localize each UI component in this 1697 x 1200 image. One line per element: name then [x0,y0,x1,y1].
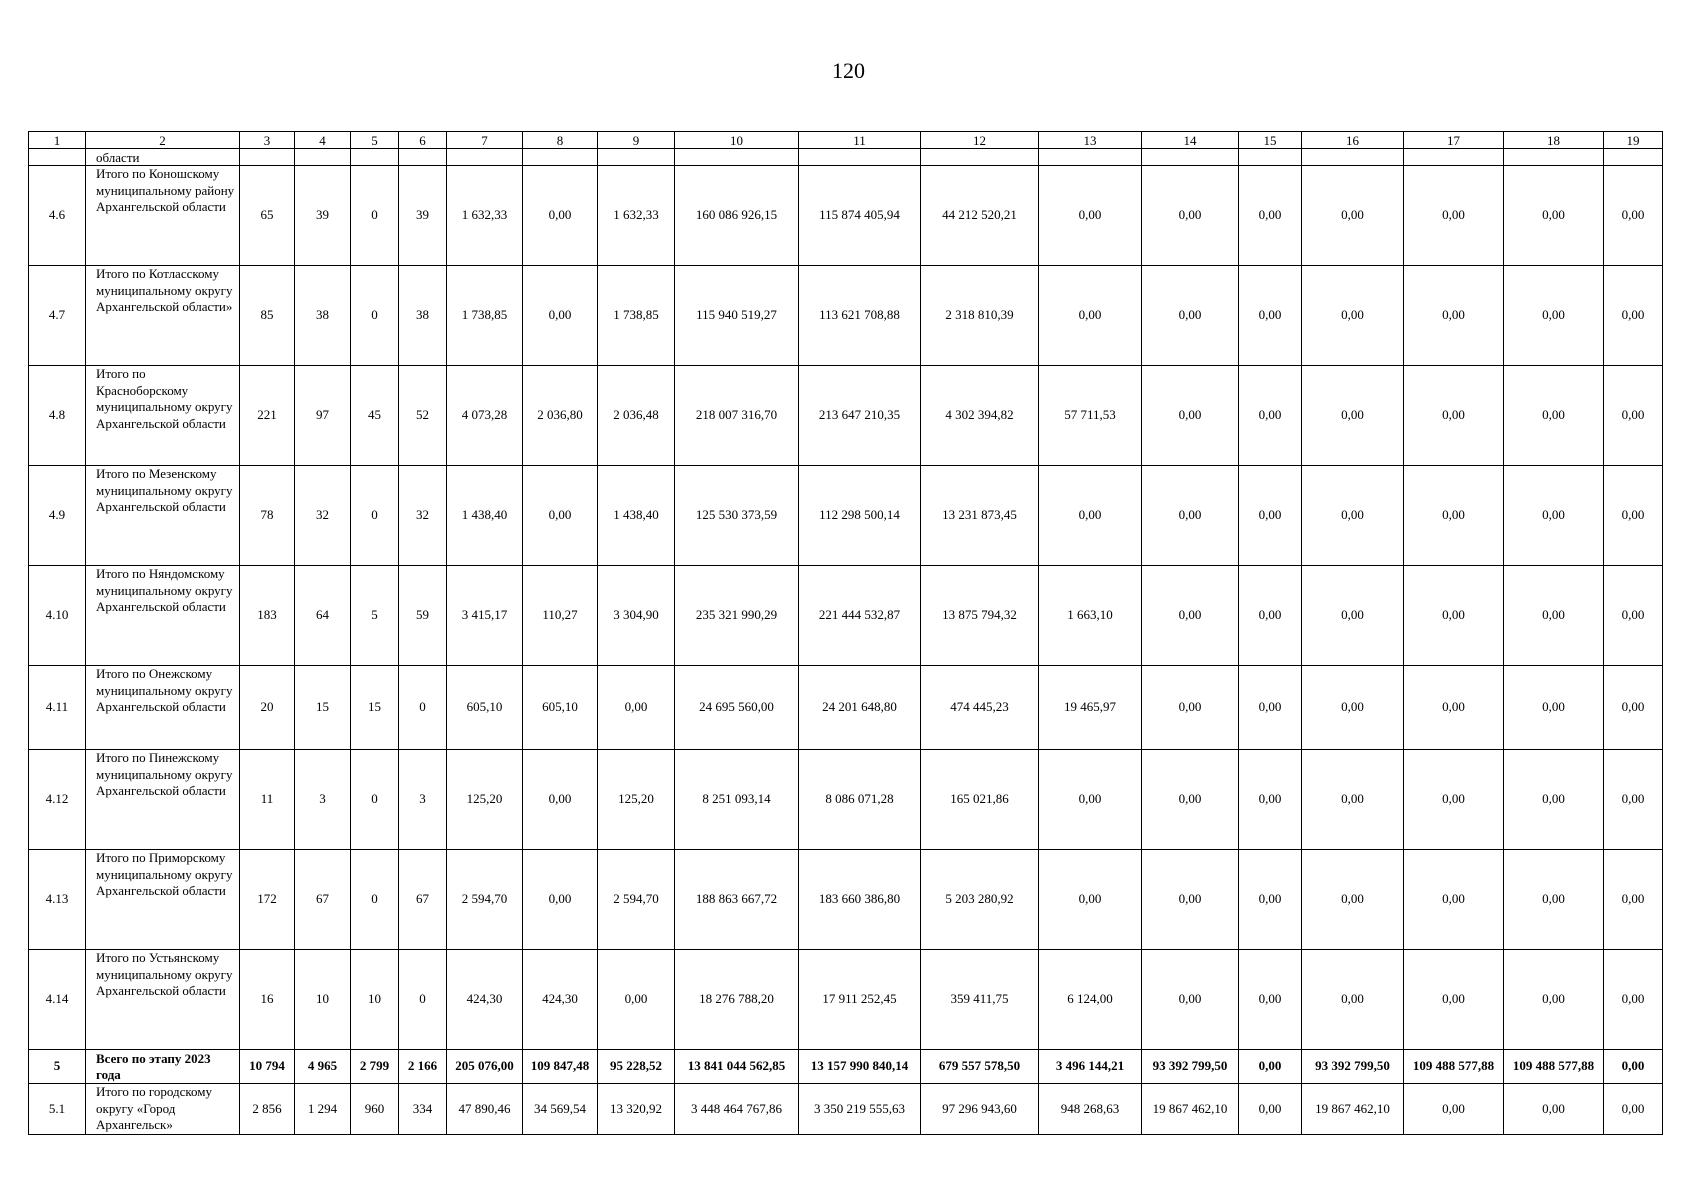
value-cell: 0,00 [1039,266,1142,366]
value-cell: 10 [351,950,399,1050]
value-cell: 16 [240,950,295,1050]
value-cell: 59 [399,566,447,666]
value-cell: 13 157 990 840,14 [799,1050,921,1084]
data-table [28,131,1663,1135]
value-cell: 0,00 [598,666,675,750]
row-name: Итого по Онежскому муниципальному округу Архангельской области [86,666,240,750]
value-cell: 0 [399,950,447,1050]
value-cell: 0,00 [1302,166,1404,266]
value-cell: 109 847,48 [523,1050,598,1084]
value-cell: 38 [295,266,351,366]
value-cell: 0 [351,750,399,850]
column-number: 7 [447,132,523,149]
row-number: 5 [29,1050,86,1084]
value-cell: 93 392 799,50 [1142,1050,1239,1084]
row-name: Итого по Пинежскому муниципальному округу Архангельской области [86,750,240,850]
value-cell: 359 411,75 [921,950,1039,1050]
value-cell: 11 [240,750,295,850]
value-cell: 0,00 [1504,366,1604,466]
value-cell: 0 [351,266,399,366]
value-cell: 0,00 [1239,666,1302,750]
value-cell: 0,00 [1504,750,1604,850]
table-row [29,1050,1663,1084]
value-cell: 0,00 [1404,1084,1504,1135]
value-cell: 0,00 [523,166,598,266]
value-cell: 0,00 [1404,850,1504,950]
value-cell: 0,00 [1404,366,1504,466]
value-cell: 0,00 [1404,950,1504,1050]
empty-cell [1604,149,1663,166]
value-cell: 4 302 394,82 [921,366,1039,466]
value-cell: 188 863 667,72 [675,850,799,950]
value-cell: 0,00 [1404,166,1504,266]
row-name: Всего по этапу 2023 года [86,1050,240,1084]
value-cell: 0,00 [1604,266,1663,366]
value-cell: 47 890,46 [447,1084,523,1135]
value-cell: 0,00 [1239,850,1302,950]
value-cell: 125 530 373,59 [675,466,799,566]
row-number: 4.9 [29,466,86,566]
continuation-row [29,149,1663,166]
value-cell: 0,00 [1039,850,1142,950]
value-cell: 32 [295,466,351,566]
value-cell: 0,00 [1239,366,1302,466]
column-number: 18 [1504,132,1604,149]
value-cell: 0,00 [1142,166,1239,266]
value-cell: 115 874 405,94 [799,166,921,266]
row-number: 4.13 [29,850,86,950]
value-cell: 221 444 532,87 [799,566,921,666]
value-cell: 5 [351,566,399,666]
value-cell: 0,00 [1504,466,1604,566]
value-cell: 19 465,97 [1039,666,1142,750]
value-cell: 3 415,17 [447,566,523,666]
value-cell: 4 965 [295,1050,351,1084]
value-cell: 3 [295,750,351,850]
value-cell: 0,00 [523,750,598,850]
row-number: 4.7 [29,266,86,366]
value-cell: 0,00 [1504,166,1604,266]
column-number: 12 [921,132,1039,149]
value-cell: 0,00 [1404,466,1504,566]
value-cell: 2 036,48 [598,366,675,466]
value-cell: 67 [399,850,447,950]
value-cell: 605,10 [523,666,598,750]
value-cell: 2 799 [351,1050,399,1084]
column-number: 2 [86,132,240,149]
value-cell: 0,00 [1142,366,1239,466]
value-cell: 679 557 578,50 [921,1050,1039,1084]
value-cell: 2 594,70 [598,850,675,950]
value-cell: 0,00 [523,466,598,566]
value-cell: 0,00 [1142,466,1239,566]
value-cell: 64 [295,566,351,666]
value-cell: 19 867 462,10 [1302,1084,1404,1135]
empty-cell [1404,149,1504,166]
value-cell: 0,00 [1504,850,1604,950]
value-cell: 0,00 [1504,666,1604,750]
value-cell: 34 569,54 [523,1084,598,1135]
value-cell: 65 [240,166,295,266]
value-cell: 235 321 990,29 [675,566,799,666]
value-cell: 605,10 [447,666,523,750]
value-cell: 97 [295,366,351,466]
column-number: 16 [1302,132,1404,149]
value-cell: 93 392 799,50 [1302,1050,1404,1084]
table-row [29,566,1663,666]
value-cell: 15 [351,666,399,750]
value-cell: 13 320,92 [598,1084,675,1135]
value-cell: 0,00 [1239,166,1302,266]
value-cell: 0,00 [1302,950,1404,1050]
continuation-text: области [86,149,240,166]
row-name: Итого по Красноборскому муниципальному округу Архангельской области [86,366,240,466]
value-cell: 2 594,70 [447,850,523,950]
value-cell: 0,00 [1302,266,1404,366]
value-cell: 183 660 386,80 [799,850,921,950]
value-cell: 0,00 [1039,466,1142,566]
value-cell: 0,00 [1604,166,1663,266]
value-cell: 0,00 [1604,1050,1663,1084]
value-cell: 44 212 520,21 [921,166,1039,266]
value-cell: 115 940 519,27 [675,266,799,366]
value-cell: 39 [399,166,447,266]
value-cell: 0,00 [1404,266,1504,366]
value-cell: 213 647 210,35 [799,366,921,466]
value-cell: 0,00 [1504,266,1604,366]
table-row [29,166,1663,266]
value-cell: 334 [399,1084,447,1135]
page-number: 120 [832,58,865,83]
value-cell: 0,00 [1142,950,1239,1050]
column-number: 10 [675,132,799,149]
value-cell: 0,00 [1302,366,1404,466]
value-cell: 424,30 [447,950,523,1050]
column-number: 6 [399,132,447,149]
value-cell: 0,00 [1404,566,1504,666]
value-cell: 2 036,80 [523,366,598,466]
value-cell: 0,00 [1604,666,1663,750]
value-cell: 24 201 648,80 [799,666,921,750]
value-cell: 221 [240,366,295,466]
value-cell: 78 [240,466,295,566]
value-cell: 17 911 252,45 [799,950,921,1050]
value-cell: 0,00 [1302,666,1404,750]
column-number: 5 [351,132,399,149]
value-cell: 0 [399,666,447,750]
value-cell: 0,00 [1604,566,1663,666]
value-cell: 125,20 [598,750,675,850]
row-number: 4.14 [29,950,86,1050]
value-cell: 0,00 [1604,750,1663,850]
value-cell: 0,00 [1239,1050,1302,1084]
row-number: 4.8 [29,366,86,466]
value-cell: 0,00 [1239,466,1302,566]
value-cell: 15 [295,666,351,750]
value-cell: 0,00 [1142,566,1239,666]
value-cell: 424,30 [523,950,598,1050]
value-cell: 960 [351,1084,399,1135]
column-number: 15 [1239,132,1302,149]
row-name: Итого по Устьянскому муниципальному округу Архангельской области [86,950,240,1050]
column-number: 14 [1142,132,1239,149]
column-number: 8 [523,132,598,149]
value-cell: 13 231 873,45 [921,466,1039,566]
value-cell: 0,00 [1604,466,1663,566]
column-number: 11 [799,132,921,149]
value-cell: 0,00 [1239,950,1302,1050]
value-cell: 0,00 [1604,950,1663,1050]
value-cell: 0,00 [1142,850,1239,950]
value-cell: 165 021,86 [921,750,1039,850]
table-row [29,950,1663,1050]
column-number: 9 [598,132,675,149]
value-cell: 1 438,40 [598,466,675,566]
value-cell: 0 [351,166,399,266]
row-name: Итого по Приморскому муниципальному округу Архангельской области [86,850,240,950]
value-cell: 125,20 [447,750,523,850]
value-cell: 10 794 [240,1050,295,1084]
value-cell: 19 867 462,10 [1142,1084,1239,1135]
value-cell: 0,00 [1504,950,1604,1050]
value-cell: 3 [399,750,447,850]
value-cell: 1 663,10 [1039,566,1142,666]
value-cell: 0,00 [1604,850,1663,950]
table-row [29,1084,1663,1135]
row-number: 5.1 [29,1084,86,1135]
value-cell: 32 [399,466,447,566]
empty-cell [675,149,799,166]
value-cell: 205 076,00 [447,1050,523,1084]
value-cell: 0,00 [1604,366,1663,466]
value-cell: 95 228,52 [598,1050,675,1084]
value-cell: 4 073,28 [447,366,523,466]
empty-cell [1039,149,1142,166]
value-cell: 0 [351,466,399,566]
value-cell: 67 [295,850,351,950]
value-cell: 474 445,23 [921,666,1039,750]
row-name: Итого по городскому округу «Город Архангельск» [86,1084,240,1135]
empty-cell [29,149,86,166]
value-cell: 8 086 071,28 [799,750,921,850]
empty-cell [921,149,1039,166]
column-number-row [29,132,1663,149]
value-cell: 218 007 316,70 [675,366,799,466]
row-number: 4.12 [29,750,86,850]
value-cell: 39 [295,166,351,266]
value-cell: 0,00 [1302,466,1404,566]
table-row [29,666,1663,750]
value-cell: 13 875 794,32 [921,566,1039,666]
value-cell: 13 841 044 562,85 [675,1050,799,1084]
value-cell: 0,00 [1404,750,1504,850]
row-number: 4.6 [29,166,86,266]
value-cell: 0,00 [1142,750,1239,850]
table-row [29,266,1663,366]
value-cell: 3 304,90 [598,566,675,666]
value-cell: 5 203 280,92 [921,850,1039,950]
value-cell: 113 621 708,88 [799,266,921,366]
table-row [29,750,1663,850]
table-row [29,366,1663,466]
value-cell: 172 [240,850,295,950]
value-cell: 0,00 [1504,1084,1604,1135]
value-cell: 0,00 [1302,850,1404,950]
value-cell: 948 268,63 [1039,1084,1142,1135]
empty-cell [1302,149,1404,166]
value-cell: 183 [240,566,295,666]
value-cell: 0,00 [1302,750,1404,850]
value-cell: 85 [240,266,295,366]
empty-cell [1142,149,1239,166]
empty-cell [799,149,921,166]
value-cell: 0,00 [1239,1084,1302,1135]
value-cell: 2 318 810,39 [921,266,1039,366]
value-cell: 109 488 577,88 [1504,1050,1604,1084]
value-cell: 1 738,85 [447,266,523,366]
row-name: Итого по Котласскому муниципальному округу Архангельской области» [86,266,240,366]
column-number: 1 [29,132,86,149]
value-cell: 0,00 [1239,266,1302,366]
value-cell: 3 496 144,21 [1039,1050,1142,1084]
row-name: Итого по Мезенскому муниципальному округу Архангельской области [86,466,240,566]
value-cell: 0,00 [1239,750,1302,850]
column-number: 13 [1039,132,1142,149]
value-cell: 8 251 093,14 [675,750,799,850]
value-cell: 1 632,33 [598,166,675,266]
value-cell: 1 738,85 [598,266,675,366]
value-cell: 0 [351,850,399,950]
value-cell: 1 294 [295,1084,351,1135]
empty-cell [523,149,598,166]
empty-cell [1504,149,1604,166]
value-cell: 0,00 [1039,750,1142,850]
value-cell: 109 488 577,88 [1404,1050,1504,1084]
value-cell: 1 438,40 [447,466,523,566]
value-cell: 57 711,53 [1039,366,1142,466]
value-cell: 3 350 219 555,63 [799,1084,921,1135]
value-cell: 0,00 [1039,166,1142,266]
value-cell: 0,00 [1302,566,1404,666]
column-number: 3 [240,132,295,149]
empty-cell [351,149,399,166]
value-cell: 2 166 [399,1050,447,1084]
table-row [29,466,1663,566]
empty-cell [598,149,675,166]
value-cell: 45 [351,366,399,466]
value-cell: 52 [399,366,447,466]
value-cell: 38 [399,266,447,366]
value-cell: 0,00 [598,950,675,1050]
value-cell: 160 086 926,15 [675,166,799,266]
value-cell: 10 [295,950,351,1050]
value-cell: 2 856 [240,1084,295,1135]
value-cell: 3 448 464 767,86 [675,1084,799,1135]
value-cell: 0,00 [523,266,598,366]
value-cell: 6 124,00 [1039,950,1142,1050]
value-cell: 1 632,33 [447,166,523,266]
value-cell: 0,00 [1404,666,1504,750]
row-number: 4.10 [29,566,86,666]
value-cell: 0,00 [1504,566,1604,666]
table-row [29,850,1663,950]
value-cell: 0,00 [1142,666,1239,750]
value-cell: 0,00 [1239,566,1302,666]
value-cell: 112 298 500,14 [799,466,921,566]
row-name: Итого по Няндомскому муниципальному округу Архангельской области [86,566,240,666]
empty-cell [295,149,351,166]
value-cell: 0,00 [1142,266,1239,366]
value-cell: 0,00 [523,850,598,950]
row-number: 4.11 [29,666,86,750]
value-cell: 97 296 943,60 [921,1084,1039,1135]
empty-cell [399,149,447,166]
value-cell: 110,27 [523,566,598,666]
column-number: 19 [1604,132,1663,149]
empty-cell [447,149,523,166]
value-cell: 18 276 788,20 [675,950,799,1050]
column-number: 17 [1404,132,1504,149]
column-number: 4 [295,132,351,149]
row-name: Итого по Коношскому муниципальному району Архангельской области [86,166,240,266]
value-cell: 0,00 [1604,1084,1663,1135]
value-cell: 24 695 560,00 [675,666,799,750]
value-cell: 20 [240,666,295,750]
empty-cell [1239,149,1302,166]
empty-cell [240,149,295,166]
